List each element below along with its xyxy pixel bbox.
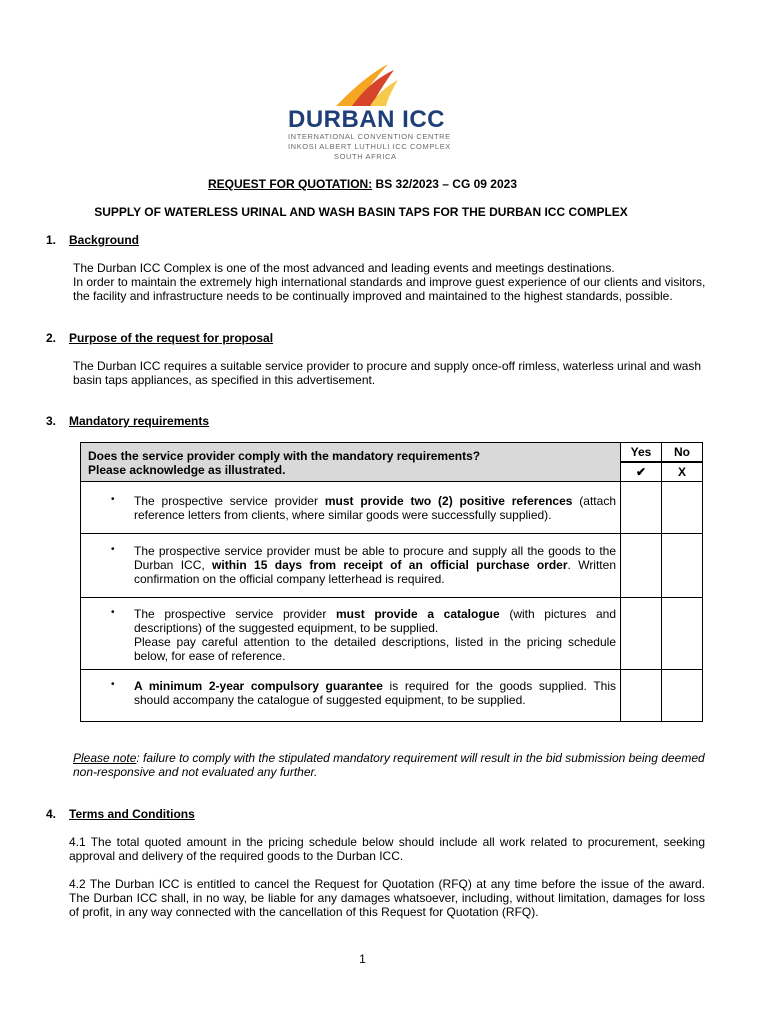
section-4-heading: Terms and Conditions	[69, 807, 195, 821]
requirement-text-1: The prospective service provider must provide two (2) positive references (attach reference letters from clients, where similar goods were successfully supplied).	[134, 494, 616, 522]
background-text-1: The Durban ICC Complex is one of the most advanced and leading events and meetings destinations.	[73, 261, 615, 275]
durban-icc-logo	[282, 62, 451, 162]
bullet-icon: •	[111, 679, 115, 690]
purpose-text: The Durban ICC requires a suitable service provider to procure and supply once-off rimless, waterless urinal and wash basin taps appliances, as specified in this advertisement.	[73, 359, 702, 387]
yes-checkbox-1[interactable]	[620, 482, 662, 534]
logo-swoosh-icon	[330, 62, 400, 108]
table-row	[80, 670, 621, 722]
bullet-icon: •	[111, 544, 115, 555]
bullet-icon: •	[111, 494, 115, 505]
requirement-text-3: The prospective service provider must provide a catalogue (with pictures and descriptions) of the suggested equipment, to be supplied. Please pay careful attention to the detailed descriptions, listed in the pricing schedule below, for ease of reference.	[134, 607, 616, 663]
no-checkbox-3[interactable]	[661, 598, 703, 670]
section-1-number: 1.	[46, 233, 57, 247]
logo-line-3: SOUTH AFRICA	[334, 152, 397, 161]
bullet-icon: •	[111, 607, 115, 618]
section-2-number: 2.	[46, 331, 57, 345]
table-question-header	[80, 442, 621, 482]
rfq-reference: BS 32/2023 – CG 09 2023	[372, 177, 517, 191]
table-question-line-1: Does the service provider comply with the mandatory requirements?	[88, 449, 481, 463]
section-3-number: 3.	[46, 414, 57, 428]
table-row	[80, 598, 621, 670]
requirement-text-2: The prospective service provider must be able to procure and supply all the goods to the Durban ICC, within 15 days from receipt of an official purchase order. Written confirmation on the official company letterhead is required.	[134, 544, 616, 586]
terms-paragraph-2: 4.2 The Durban ICC is entitled to cancel the Request for Quotation (RFQ) at any time before the issue of the award. The Durban ICC shall, in no way, be liable for any damages whatsoever, including, without limitation, damages for loss of profit, in any way connected with the cancellation of this Request for Quotation (RFQ).	[69, 877, 705, 919]
section-2-heading: Purpose of the request for proposal	[69, 331, 274, 345]
note-text: : failure to comply with the stipulated mandatory requirement will result in the bid submission being deemed non-responsive and not evaluated any further.	[73, 751, 705, 779]
no-checkbox-2[interactable]	[661, 534, 703, 598]
section-3-heading: Mandatory requirements	[69, 414, 210, 428]
no-column-header: No	[661, 442, 703, 462]
section-4-number: 4.	[46, 807, 57, 821]
yes-checkbox-4[interactable]	[620, 670, 662, 722]
table-question-line-2: Please acknowledge as illustrated.	[88, 463, 286, 477]
section-1-heading: Background	[69, 233, 140, 247]
mandatory-requirements-table	[80, 442, 704, 722]
no-example-cross: X	[661, 462, 703, 482]
background-text-2: In order to maintain the extremely high international standards and improve guest experience of our clients and visitors, the facility and infrastructure needs to be continually improved and maintained to the highest standards, possible.	[73, 275, 706, 303]
terms-paragraph-1: 4.1 The total quoted amount in the pricing schedule below should include all work related to procurement, seeking approval and delivery of the required goods to the Durban ICC.	[69, 835, 705, 863]
rfq-title	[0, 177, 725, 191]
yes-column-header: Yes	[620, 442, 662, 462]
requirement-text-4: A minimum 2-year compulsory guarantee is required for the goods supplied. This should accompany the catalogue of suggested equipment, to be supplied.	[134, 679, 616, 707]
logo-name: DURBAN ICC	[288, 106, 445, 133]
compliance-note	[73, 751, 713, 779]
yes-checkbox-2[interactable]	[620, 534, 662, 598]
rfq-title-prefix: REQUEST FOR QUOTATION:	[208, 177, 373, 191]
no-checkbox-4[interactable]	[661, 670, 703, 722]
table-row	[80, 482, 621, 534]
yes-checkbox-3[interactable]	[620, 598, 662, 670]
page-number: 1	[359, 952, 366, 966]
no-checkbox-1[interactable]	[661, 482, 703, 534]
note-label: Please note	[73, 751, 137, 765]
logo-line-2: INKOSI ALBERT LUTHULI ICC COMPLEX	[288, 142, 451, 151]
yes-example-checkmark: ✔	[620, 462, 662, 482]
rfq-subject: SUPPLY OF WATERLESS URINAL AND WASH BASIN TAPS FOR THE DURBAN ICC COMPLEX	[94, 205, 628, 219]
logo-line-1: INTERNATIONAL CONVENTION CENTRE	[288, 132, 451, 141]
table-row	[80, 534, 621, 598]
